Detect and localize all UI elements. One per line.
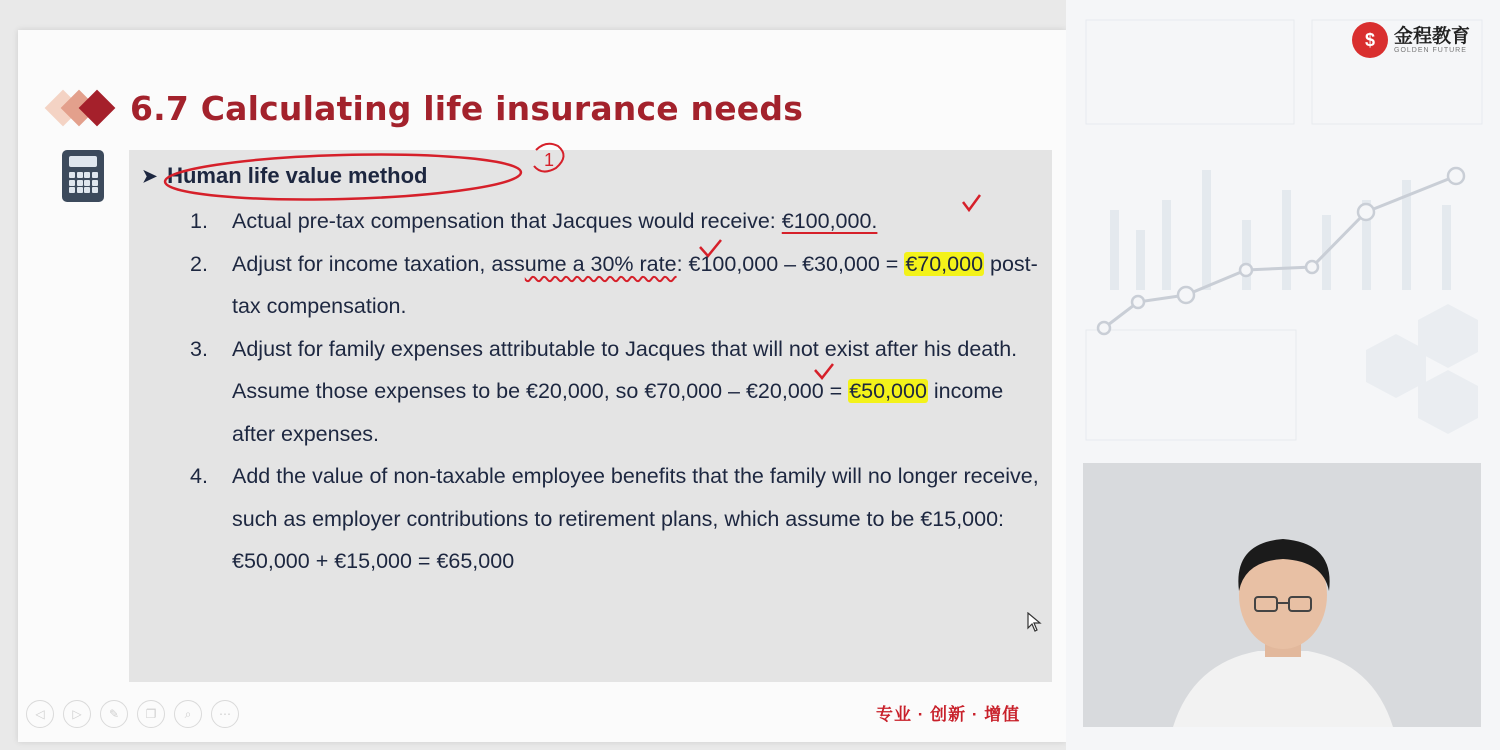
tax-rate-text: ume a 30% rate [524,251,677,276]
logo-cn-text: 金程教育 [1394,25,1471,47]
item-number: 3. [190,336,208,361]
prev-icon[interactable]: ◁ [26,700,54,728]
slide-tagline: 专业 · 创新 · 增值 [876,705,1021,724]
more-icon[interactable]: ⋯ [211,700,239,728]
list-item [190,243,1040,328]
method-heading [142,163,427,189]
slide-title-row [46,86,803,130]
arrow-bullet-icon: ➤ [142,165,158,186]
pretax-amount: €100,000. [781,209,878,233]
slide-toolbar [26,700,239,728]
diamond-decoration-icon [46,86,124,130]
highlight-50000: €50,000 [849,379,927,403]
slide-title: 6.7 Calculating life insurance needs [130,88,804,128]
item-text: Adjust for family expenses attributable to Jacques that will not exist after his death. Assume those expenses to be €20,000, so €70,000 – €20,000 = [232,336,1018,403]
steps-list [190,200,1040,583]
item-text: Actual pre-tax compensation that Jacques would receive: [232,209,782,233]
presenter-figure [1083,463,1481,727]
annotation-number: 1 [544,150,555,170]
item-text: income after expenses. [232,379,1004,446]
item-number: 4. [190,464,208,488]
zoom-icon[interactable]: ⌕ [174,700,202,728]
calculator-icon [62,150,104,202]
copy-icon[interactable]: ❐ [137,700,165,728]
item-text: post-tax compensation. [232,251,1038,318]
item-number: 1. [190,209,208,233]
list-item [190,200,1040,243]
next-icon[interactable]: ▷ [63,700,91,728]
item-text: Adjust for income taxation, ass [232,251,525,276]
logo-mark-icon: $ [1352,22,1388,58]
item-text: Add the value of non-taxable employee benefits that the family will no longer receive, such as employer contributions to retirement plans, which assume to be €15,000: €50,000 + €15,000 = €65,000 [232,464,1039,573]
pen-icon[interactable]: ✎ [100,700,128,728]
highlight-70000: €70,000 [905,251,984,276]
list-item [190,328,1040,456]
mouse-cursor-icon [1027,612,1043,634]
item-text: : €100,000 – €30,000 = [676,251,905,276]
logo-en-text: GOLDEN FUTURE [1394,46,1467,54]
item-number: 2. [190,251,208,276]
decorative-chart-graphic [1066,0,1500,460]
brand-logo [1352,22,1470,58]
presenter-video [1083,463,1481,727]
method-heading-text: Human life value method [167,163,428,188]
list-item [190,455,1040,583]
